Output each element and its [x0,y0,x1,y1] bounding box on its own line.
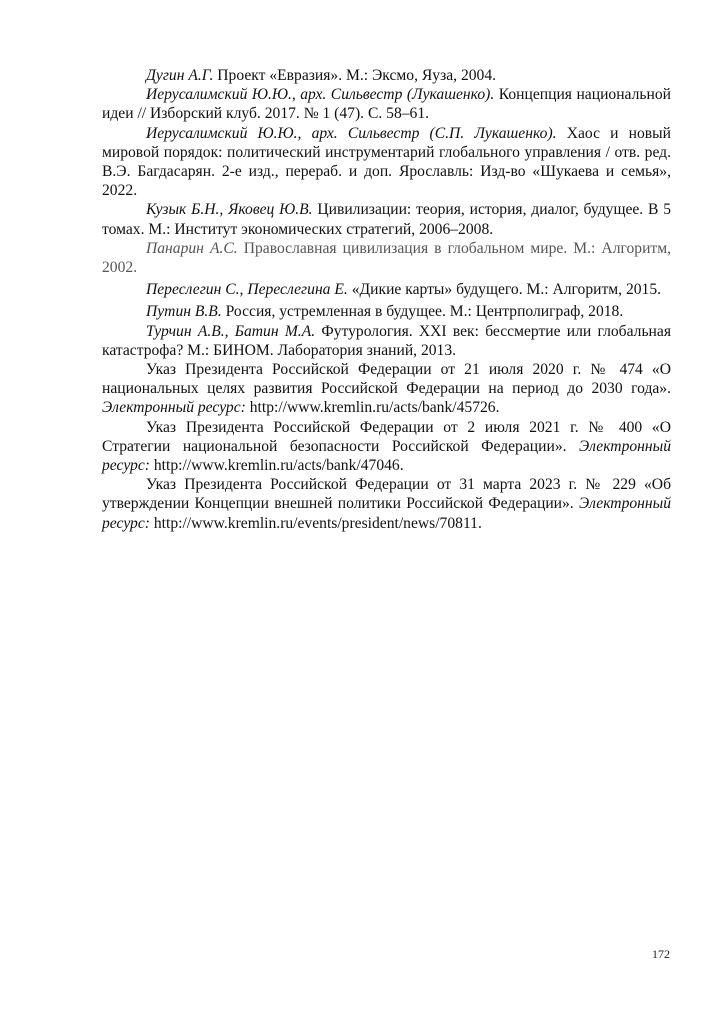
reference-text: Цивилизации: теория, история, диалог, будущее. В 5 томах. М.: Институт экономических стратегий, 2006–2008. [102,201,671,238]
reference-text: Концепция национальной идеи // Изборский клуб. 2017. № 1 (47). С. 58–61. [102,86,671,123]
reference-pereslegin [102,280,671,299]
reference-source-label: Электронный ресурс: [102,437,671,475]
reference-url: http://www.kremlin.ru/events/president/news/70811. [149,514,482,532]
reference-decree-474 [102,360,671,418]
reference-text: Указ Президента Российской Федерации от 21 июля 2020 г. № 474 «О национальных целях развития Российской Федерации на период до 2030 года». [102,361,671,398]
reference-turchin [102,322,671,360]
reference-source-label: Электронный ресурс: [102,495,671,532]
reference-author: Кузык Б.Н., Яковец Ю.В. [146,201,313,219]
reference-putin [102,302,671,321]
reference-panarin [102,239,671,277]
reference-decree-229 [102,475,671,533]
reference-dugin [102,66,671,85]
reference-author: Дугин А.Г. [146,67,214,84]
reference-ierusalimsky-2 [102,124,671,201]
reference-kuzyk [102,200,671,238]
reference-text: Указ Президента Российской Федерации от 2 июля 2021 г. № 400 «О Стратегии национальной безопасности Российской Федерации». [102,418,671,455]
reference-author: Путин В.В. [146,303,222,321]
reference-author: Панарин А.С. [146,239,238,257]
reference-ierusalimsky-1 [102,85,671,123]
reference-source-label: Электронный ресурс: [102,399,246,417]
reference-text: Хаос и новый мировой порядок: политический инструментарий глобального управления / отв. ред. В.Э. Багдасарян. 2-е изд., перераб. и доп. Ярославль: Изд-во «Шукаева и семья», 2022. [102,124,671,200]
reference-author: Иерусалимский Ю.Ю., арх. Сильвестр (Лукашенко). [146,86,495,104]
reference-text: Православная цивилизация в глобальном мире. М.: Алгоритм, 2002. [102,239,671,277]
reference-text: «Дикие карты» будущего. М.: Алгоритм, 2015. [347,281,662,299]
reference-text: Футурология. XXI век: бессмертие или глобальная катастрофа? М.: БИНОМ. Лаборатория знаний, 2013. [102,322,671,359]
reference-url: http://www.kremlin.ru/acts/bank/45726. [245,399,500,417]
reference-text: Указ Президента Российской Федерации от 31 марта 2023 г. № 229 «Об утверждении Концепции внешней политики Российской Федерации». [102,476,671,513]
reference-text: Россия, устремленная в будущее. М.: Центрполиграф, 2018. [221,303,624,321]
reference-url: http://www.kremlin.ru/acts/bank/47046. [149,457,404,475]
reference-author: Иерусалимский Ю.Ю., арх. Сильвестр (С.П. Лукашенко). [146,124,557,142]
reference-author: Переслегин С., Переслегина Е. [146,281,348,299]
reference-text: Проект «Евразия». М.: Эксмо, Яуза, 2004. [213,67,497,84]
bibliography-list [102,66,671,533]
reference-decree-400 [102,418,671,476]
page-number: 172 [652,947,670,961]
reference-author: Турчин А.В., Батин М.А. [146,322,316,340]
